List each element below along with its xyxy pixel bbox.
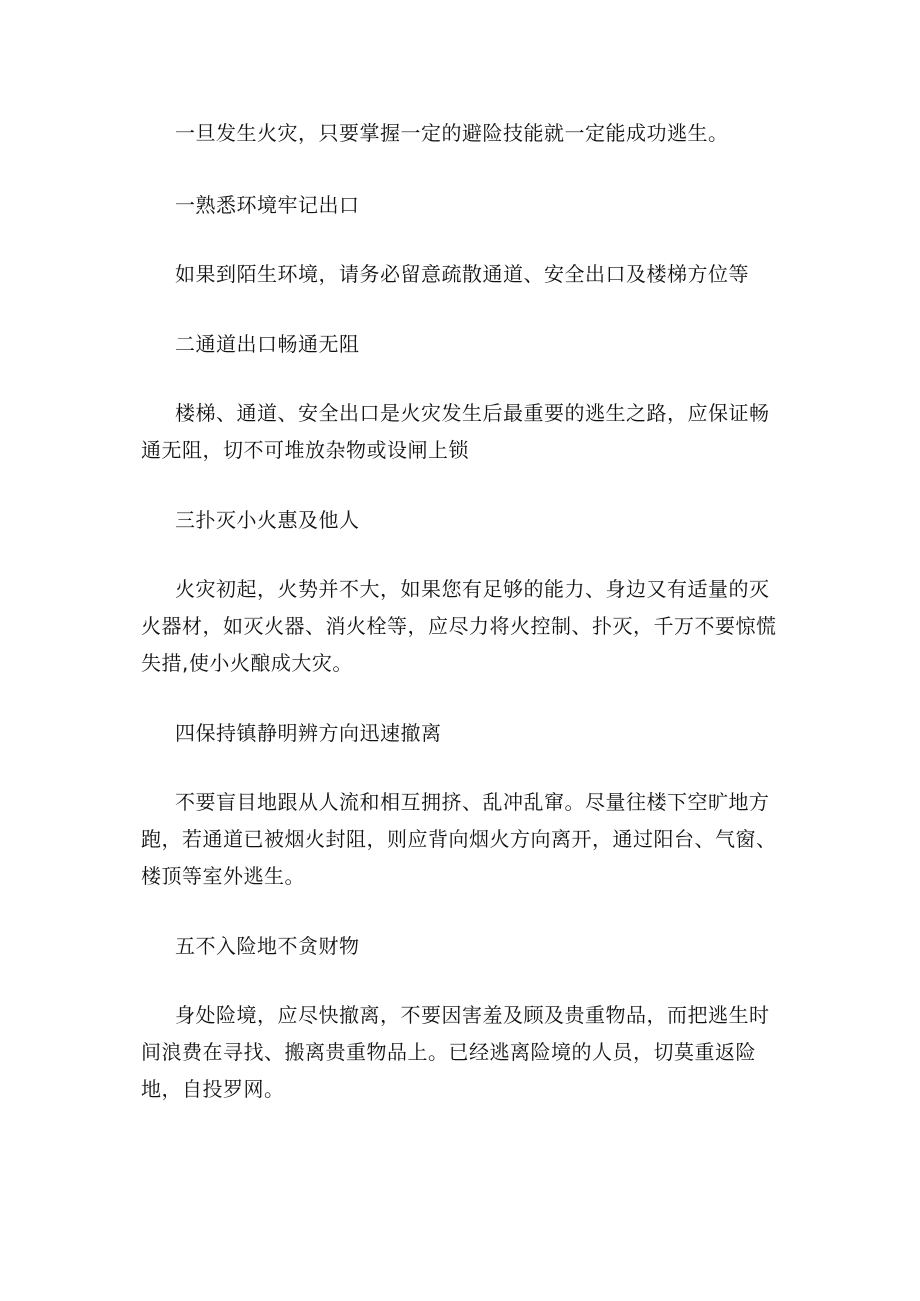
section-heading-1: 一熟悉环境牢记出口 (175, 193, 360, 217)
section-heading-2: 二通道出口畅通无阻 (175, 332, 360, 356)
intro-paragraph: 一旦发生火灾，只要掌握一定的避险技能就一定能成功逃生。 (175, 121, 729, 145)
document-body (141, 112, 781, 1138)
section-body-2: 楼梯、通道、安全出口是火灾发生后最重要的逃生之路，应保证畅通无阻，切不可堆放杂物或设闸上锁 (141, 401, 770, 462)
section-body-3: 火灾初起，火势并不大，如果您有足够的能力、身边又有适量的灭火器材，如灭火器、消火栓等，应尽力将火控制、扑灭，千万不要惊慌失措,使小火酿成大灾。 (141, 577, 777, 675)
section-heading-5: 五不入险地不贪财物 (175, 934, 360, 958)
section-heading-3: 三扑灭小火惠及他人 (175, 508, 360, 532)
section-body-1: 如果到陌生环境，请务必留意疏散通道、安全出口及楼梯方位等 (175, 262, 749, 286)
section-heading-4: 四保持镇静明辨方向迅速撤离 (175, 721, 442, 745)
section-body-4: 不要盲目地跟从人流和相互拥挤、乱冲乱窜。尽量往楼下空旷地方跑，若通道已被烟火封阻，则应背向烟火方向离开，通过阳台、气窗、楼顶等室外逃生。 (141, 790, 777, 888)
section-body-5: 身处险境，应尽快撤离，不要因害羞及顾及贵重物品，而把逃生时间浪费在寻找、搬离贵重物品上。已经逃离险境的人员，切莫重返险地，自投罗网。 (141, 1003, 770, 1101)
